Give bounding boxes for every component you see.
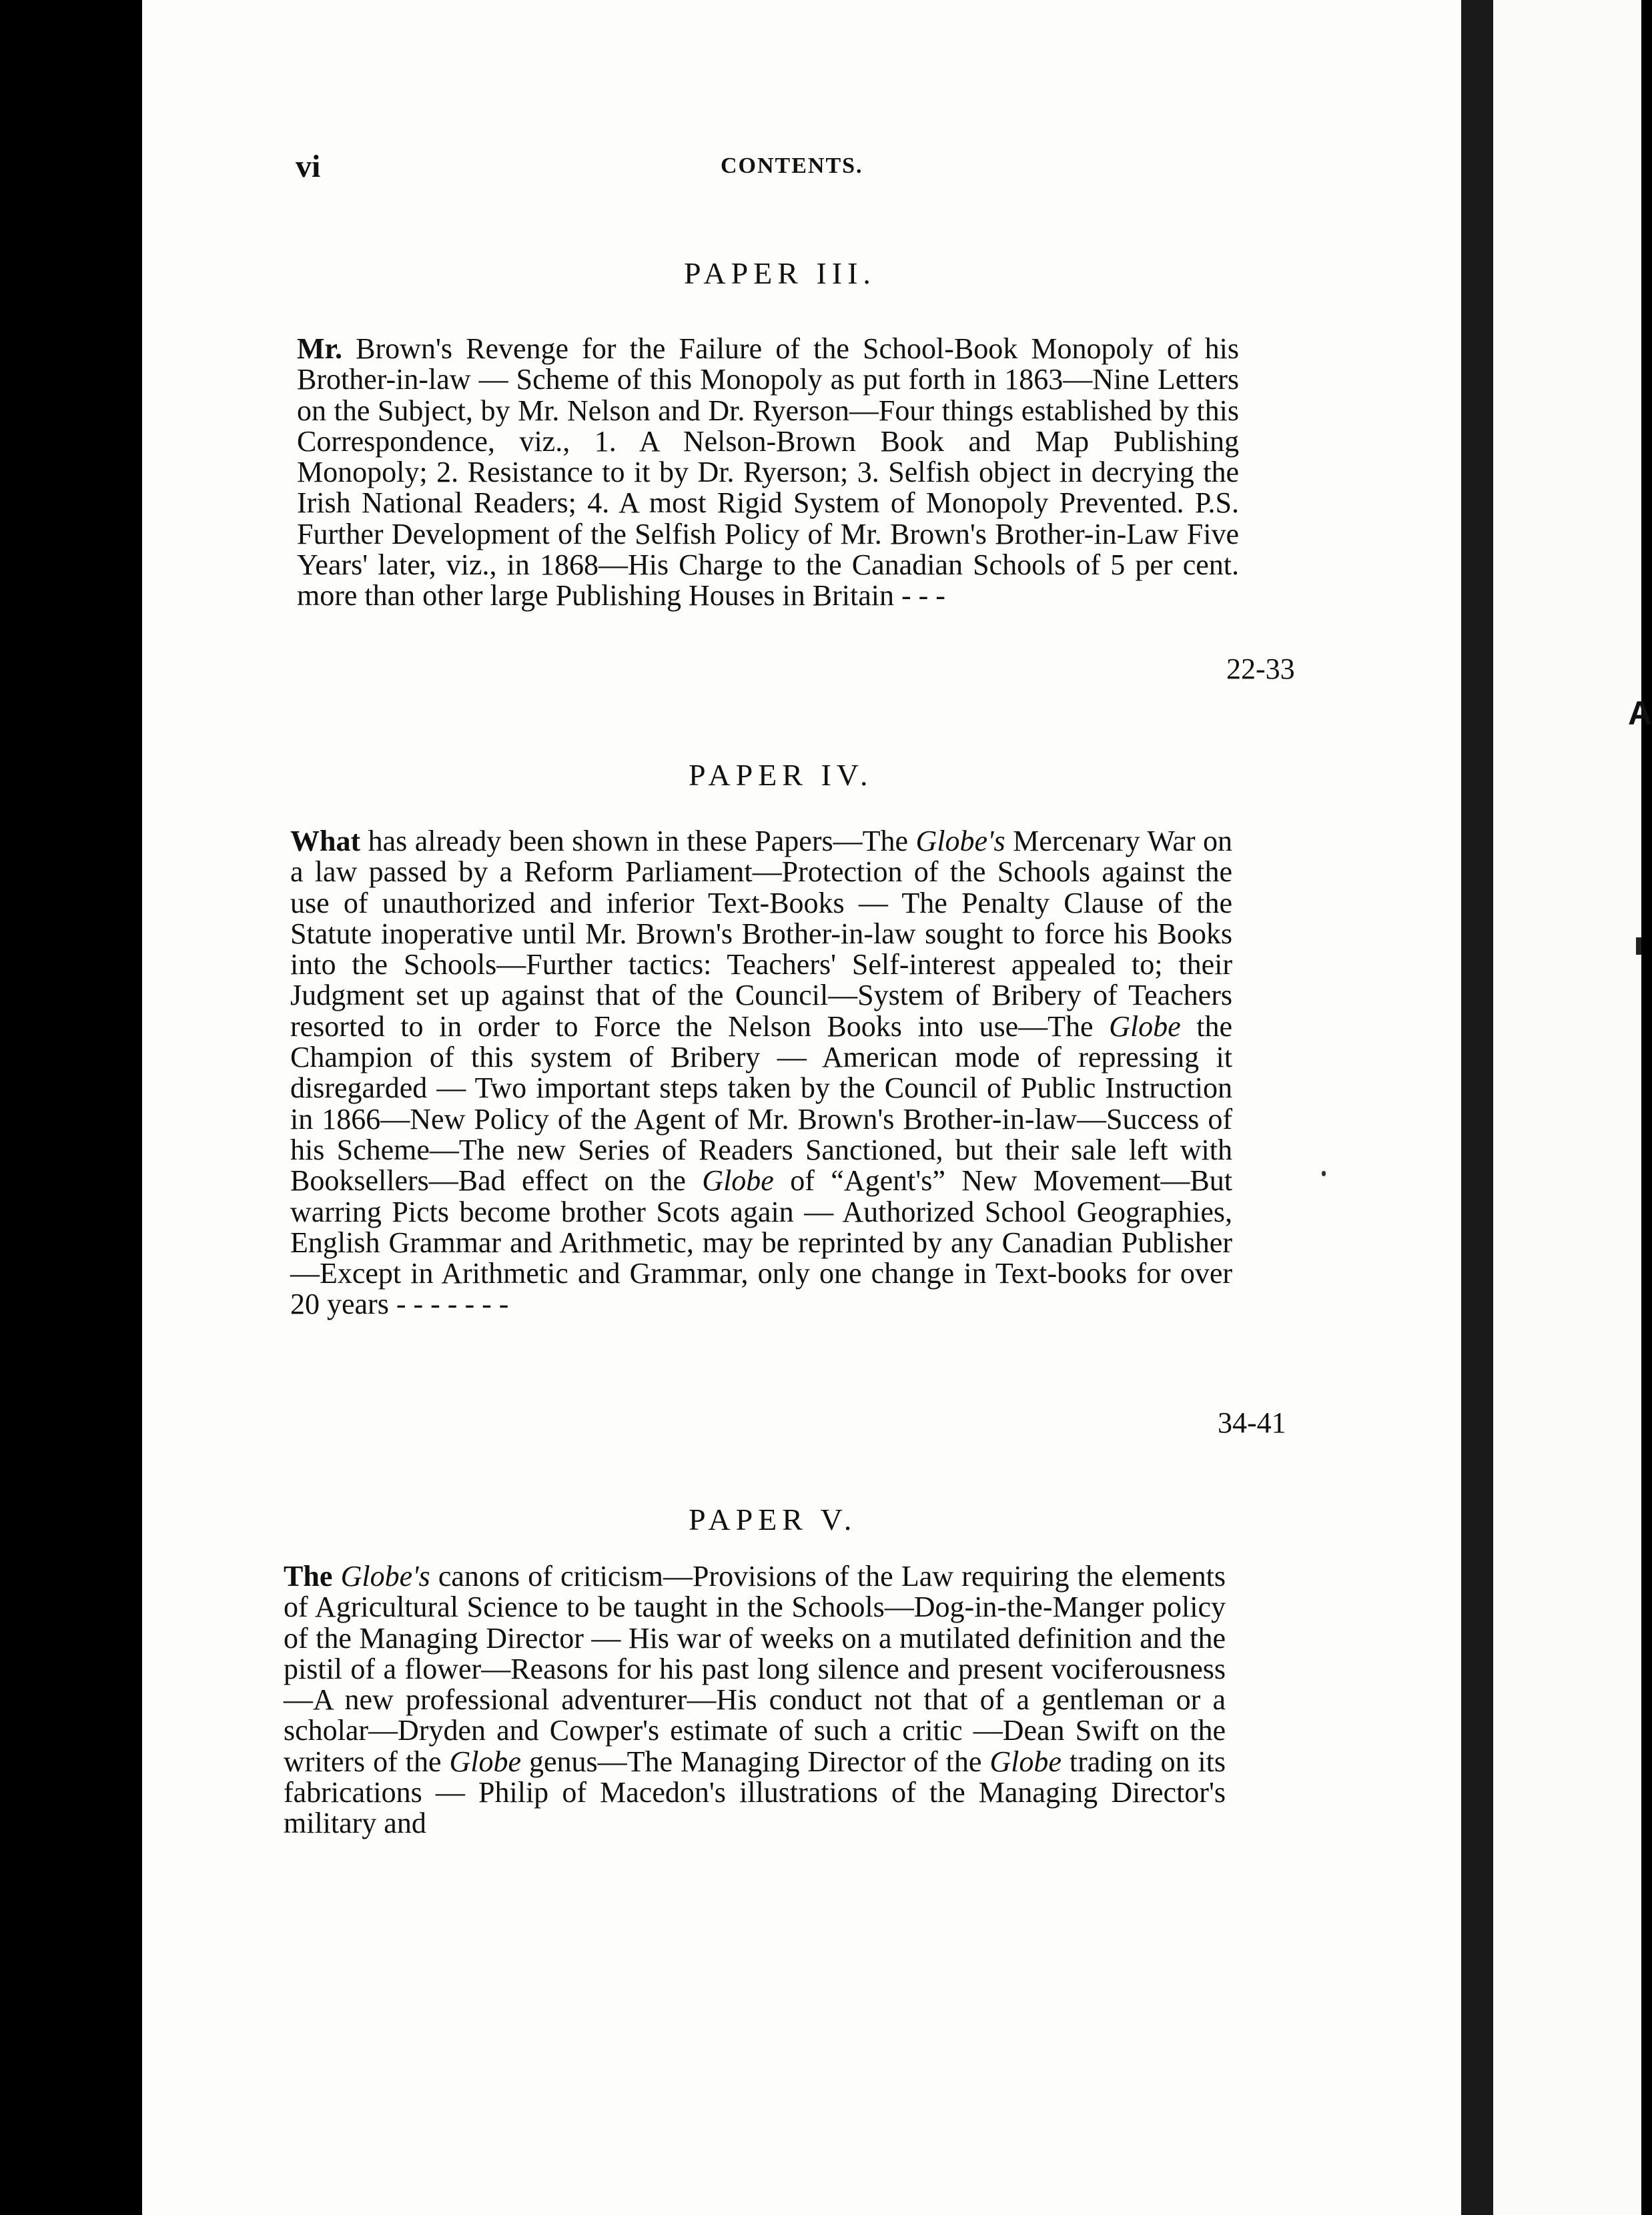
paper-3-summary: Brown's Revenge for the Failure of the School-Book Monopoly of his Brother-in-law — Scheme of this Monopoly as put forth in 1863—Nine Letters on the Subject, by Mr. Nelson and Dr. Ryerson—Four things established by this Correspondence, viz., 1. A Nelson-Brown Book and Map Publishing Monopoly; 2. Resistance to it by Dr. Ryerson; 3. Selfish object in decrying the Irish National Readers; 4. A most Rigid System of Monopoly Prevented. P.S. Further Development of the Selfish Policy of Mr. Brown's Brother-in-Law Five Years' later, viz., in 1868—His Charge to the Canadian Schools of 5 per cent. more than other large Publishing Houses in Britain [297,332,1239,612]
paper-3-lead-word: Mr. [297,332,343,365]
paper-5-lead-word: The [284,1560,333,1593]
paper-3-heading: PAPER III. [684,256,876,290]
paper-5-summary-a: canons of criticism—Provisions of the Law requiring the elements of Agricultural Science to be taught in the Schools—Dog-in-the-Manger policy of the Managing Director — His war of weeks on a mutilated definition and the pistil of a flower—Reasons for his past long silence and present vociferousness—A new professional adventurer—His conduct not that of a gentleman or a scholar—Dryden and Cowper's estimate of such a critic —Dean Swift on the writers of the [284,1560,1226,1778]
paper-5-entry [284,1561,1226,1839]
paper-4-summary-a: has already been shown in these Papers—The [360,825,916,857]
paper-4-pages: 34-41 [1218,1406,1286,1439]
paper-4-italic-globe-2: Globe [702,1164,774,1198]
paper-4-entry [290,826,1232,1320]
paper-3-entry [297,334,1239,612]
ink-speck [1322,1171,1326,1176]
running-head: CONTENTS. [721,153,863,178]
paper-5-italic-globes: Globe's [340,1560,430,1593]
paper-4-heading: PAPER IV. [689,758,873,792]
paper-4-italic-globe: Globe [1109,1009,1181,1043]
paper-5-heading: PAPER V. [689,1502,857,1536]
paper-5-italic-globe-2: Globe [989,1745,1062,1778]
paper-4-summary-b: Mercenary War on a law passed by a Reform Parliament—Protection of the Schools against the use of unauthorized and inferior Text-Books — The Penalty Clause of the Statute inoperative until Mr. Brown's Brother-in-law sought to force his Books into the Schools—Further tactics: Teachers' Self-interest appealed to; their Judgment set up against that of the Council—System of Bribery of Teachers resorted to in order to Force the Nelson Books into use—The [290,825,1233,1043]
paper-4-lead-word: What [290,825,361,857]
adjacent-page-mark [1636,937,1641,955]
paper-5-italic-globe: Globe [449,1745,522,1778]
paper-4-summary-c: the Champion of this system of Bribery — American mode of repressing it disregarded — Two important steps taken by the Council of Public Instruction in 1866—New Policy of the Agent of Mr. Brown's Brother-in-law—Success of his Scheme—The new Series of Readers Sanctioned, but their sale left with Booksellers—Bad effect on the [290,1009,1232,1198]
paper-4-leaders: - - - - - - - [396,1288,509,1321]
adjacent-page [1493,0,1641,2215]
paper-3-pages: 22-33 [1226,652,1295,685]
paper-4-summary-d: of “Agent's” New Movement—But warring Picts become brother Scots again — Authorized School Geographies, English Grammar and Arithmetic, may be reprinted by any Canadian Publisher—Except in Arithmetic and Grammar, only one change in Text-books for over 20 years [290,1164,1232,1321]
paper-4-italic-globes: Globe's [915,825,1005,857]
adjacent-page-letter: A [1628,695,1652,732]
paper-5-summary-b: genus—The Managing Director of the [521,1745,990,1778]
page-number: vi [296,149,321,184]
paper-3-leaders: - - - [901,579,945,612]
page-gutter [1461,0,1493,2215]
paper-5-summary-c: trading on its fabrications — Philip of Macedon's illustrations of the Managing Director's military and [284,1745,1226,1840]
